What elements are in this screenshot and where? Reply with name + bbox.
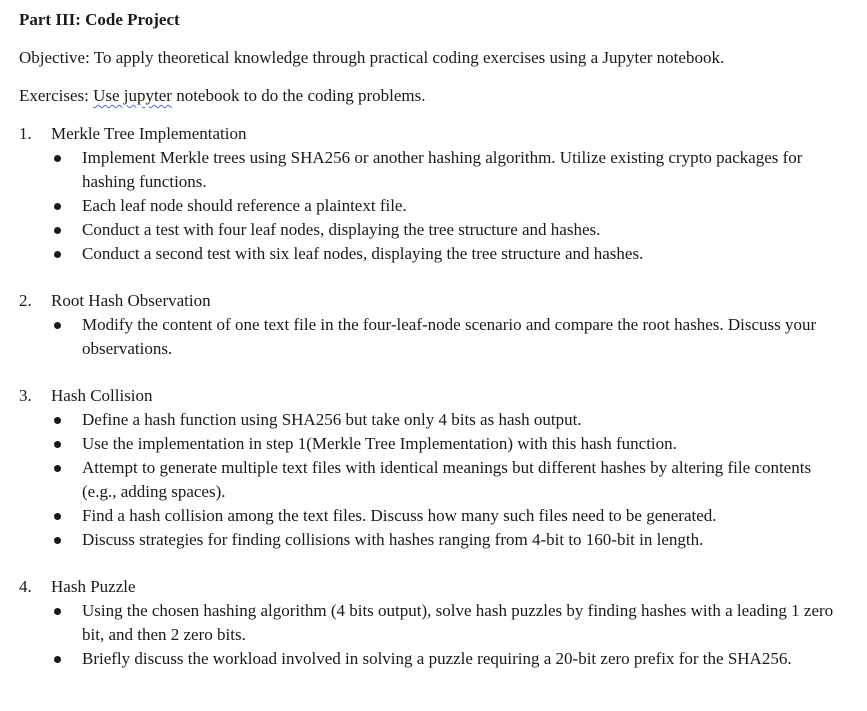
bullet-text: Find a hash collision among the text files. Discuss how many such files need to be generated. [82,506,717,525]
section-title-row [19,384,849,408]
list-item [19,456,849,504]
section-title-row [19,289,849,313]
bullet-text: Using the chosen hashing algorithm (4 bits output), solve hash puzzles by finding hashes with a leading 1 zero bit, and then 2 zero bits. [82,601,834,644]
bullet-text: Conduct a second test with six leaf nodes, displaying the tree structure and hashes. [82,244,644,263]
list-item [19,408,849,432]
bullet-dot-icon [51,146,82,194]
spellcheck-flagged-text: Use jupyter [93,86,172,105]
section-number: 1. [19,124,32,143]
list-item [19,194,849,218]
bullet-dot-icon [51,599,82,647]
bullet-text: Use the implementation in step 1(Merkle Tree Implementation) with this hash function. [82,434,677,453]
bullet-dot-icon [51,313,82,361]
bullet-dot-icon [51,432,82,456]
bullet-list [19,599,849,671]
section-title-row [19,122,849,146]
bullet-text: Conduct a test with four leaf nodes, displaying the tree structure and hashes. [82,220,601,239]
exercises-suffix: notebook to do the coding problems. [171,86,426,105]
exercise-section [19,122,849,266]
bullet-dot-icon [51,408,82,432]
list-item [19,504,849,528]
bullet-dot-icon [51,218,82,242]
section-number: 4. [19,577,32,596]
bullet-text: Briefly discuss the workload involved in solving a puzzle requiring a 20-bit zero prefix for the SHA256. [82,649,792,668]
bullet-list [19,408,849,552]
section-title-row [19,575,849,599]
list-item [19,432,849,456]
section-number: 2. [19,291,32,310]
exercise-section [19,575,849,671]
list-item [19,647,849,671]
exercise-section [19,384,849,552]
bullet-dot-icon [51,242,82,266]
bullet-dot-icon [51,456,82,504]
section-title: Merkle Tree Implementation [51,124,247,143]
exercises-prefix: Exercises: [19,86,94,105]
objective-paragraph: Objective: To apply theoretical knowledge through practical coding exercises using a Jupyter notebook. [19,48,725,67]
exercise-section [19,289,849,361]
bullet-text: Define a hash function using SHA256 but take only 4 bits as hash output. [82,410,582,429]
bullet-dot-icon [51,504,82,528]
section-title: Root Hash Observation [51,291,211,310]
bullet-text: Attempt to generate multiple text files with identical meanings but different hashes by altering file contents (e.g., adding spaces). [82,458,812,501]
list-item [19,313,849,361]
bullet-list [19,313,849,361]
page-heading: Part III: Code Project [19,10,180,29]
section-title: Hash Collision [51,386,153,405]
bullet-text: Modify the content of one text file in the four-leaf-node scenario and compare the root hashes. Discuss your observations. [82,315,817,358]
section-title: Hash Puzzle [51,577,136,596]
exercises-paragraph [19,84,849,108]
bullet-text: Discuss strategies for finding collisions with hashes ranging from 4-bit to 160-bit in length. [82,530,704,549]
exercise-list [19,122,849,671]
bullet-list [19,146,849,266]
list-item [19,528,849,552]
list-item [19,146,849,194]
bullet-dot-icon [51,194,82,218]
document-page [19,8,849,671]
list-item [19,218,849,242]
section-number: 3. [19,386,32,405]
bullet-text: Each leaf node should reference a plaintext file. [82,196,407,215]
list-item [19,242,849,266]
bullet-dot-icon [51,647,82,671]
bullet-dot-icon [51,528,82,552]
bullet-text: Implement Merkle trees using SHA256 or another hashing algorithm. Utilize existing crypto packages for hashing functions. [82,148,803,191]
list-item [19,599,849,647]
